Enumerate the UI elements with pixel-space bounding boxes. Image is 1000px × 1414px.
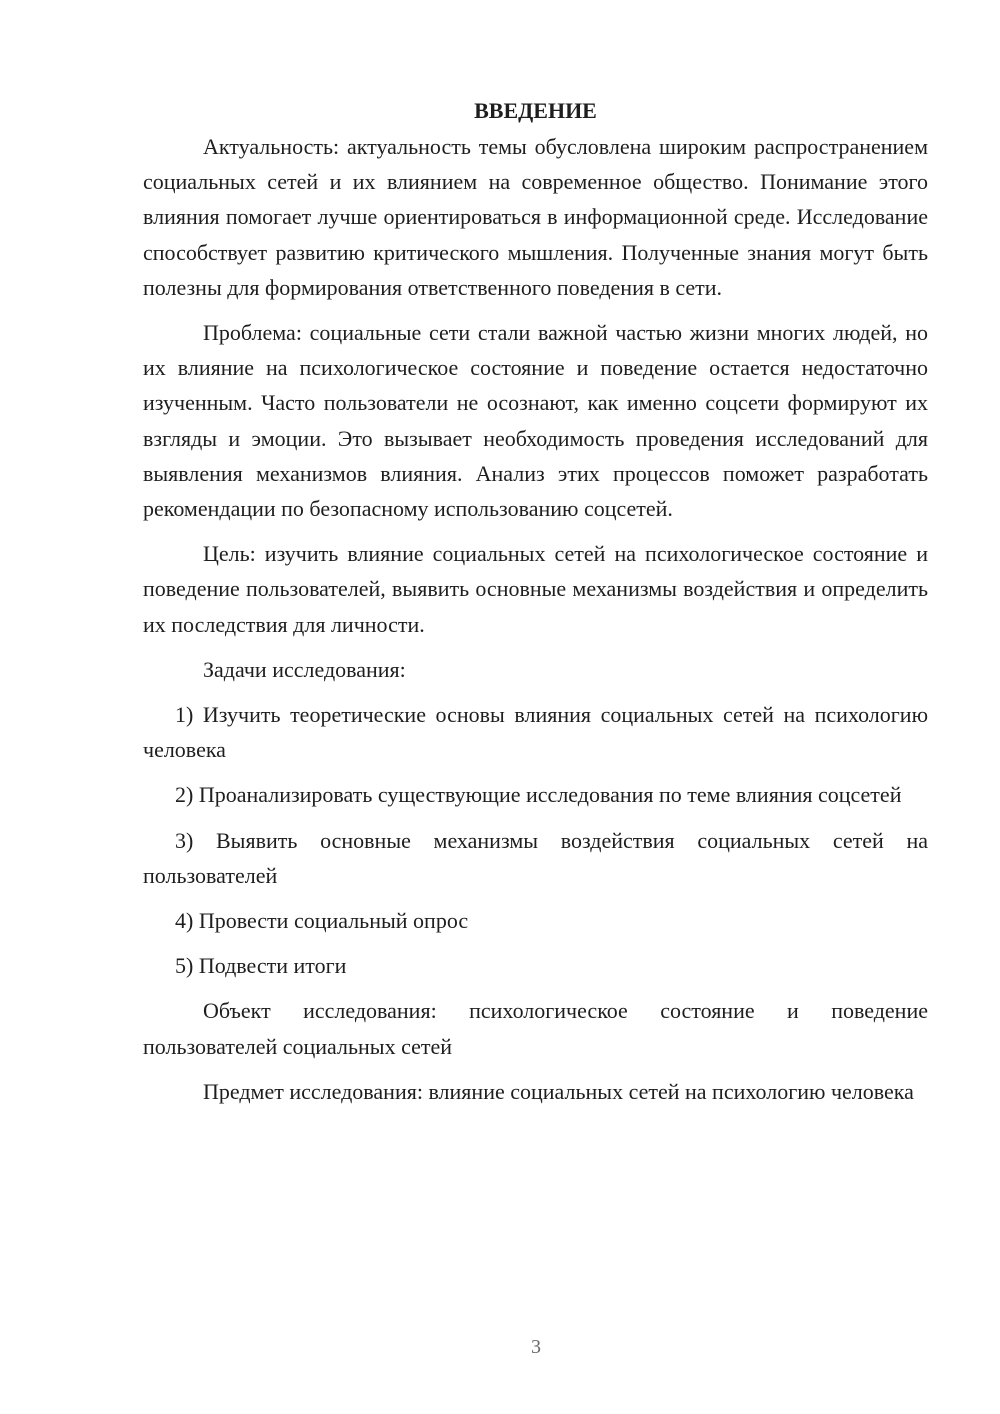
task-item-5: 5) Подвести итоги — [175, 953, 347, 979]
object-paragraph: Объект исследования: психологическое состояние и поведение пользователей социальных сетей — [143, 998, 928, 1059]
section-heading: ВВЕДЕНИЕ — [474, 98, 597, 123]
task-item-1: 1) Изучить теоретические основы влияния социальных сетей на психологию человека — [143, 702, 928, 763]
goal-paragraph: Цель: изучить влияние социальных сетей на психологическое состояние и поведение пользователей, выявить основные механизмы воздействия и определить их последствия для личности. — [143, 541, 928, 637]
subject-paragraph: Предмет исследования: влияние социальных сетей на психологию человека — [203, 1078, 914, 1104]
page-number: 3 — [531, 1336, 541, 1358]
tasks-heading: Задачи исследования: — [203, 656, 406, 682]
page-body — [143, 93, 928, 1119]
relevance-paragraph: Актуальность: актуальность темы обусловлена широким распространением социальных сетей и их влиянием на современное общество. Понимание этого влияния помогает лучше ориентироваться в информационной среде. Исследование способствует развитию критического мышления. Полученные знания могут быть полезны для формирования ответственного поведения в сети. — [143, 134, 928, 300]
task-item-3: 3) Выявить основные механизмы воздействия социальных сетей на пользователей — [143, 827, 928, 888]
task-item-2: 2) Проанализировать существующие исследования по теме влияния соцсетей — [175, 782, 902, 808]
problem-paragraph: Проблема: социальные сети стали важной частью жизни многих людей, но их влияние на психологическое состояние и поведение остается недостаточно изученным. Часто пользователи не осознают, как именно соцсети формируют их взгляды и эмоции. Это вызывает необходимость проведения исследований для выявления механизмов влияния. Анализ этих процессов поможет разработать рекомендации по безопасному использованию соцсетей. — [143, 320, 928, 522]
task-item-4: 4) Провести социальный опрос — [175, 908, 469, 934]
